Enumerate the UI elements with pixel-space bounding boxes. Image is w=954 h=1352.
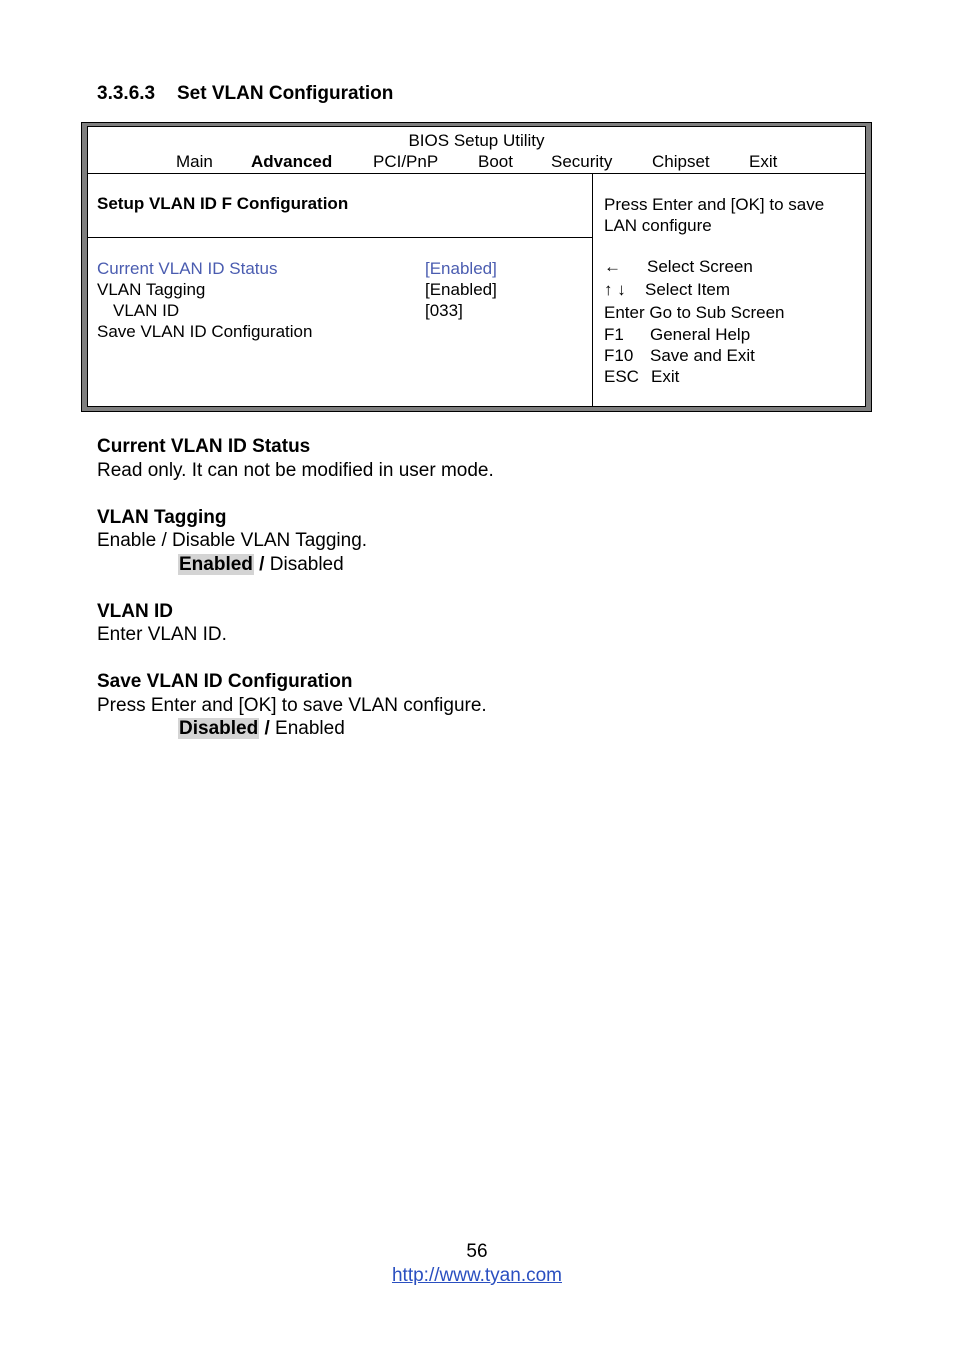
tab-chipset[interactable]: Chipset	[652, 152, 710, 171]
item-vlan-tagging[interactable]: VLAN Tagging	[97, 280, 206, 299]
item-vlan-id[interactable]: VLAN ID	[113, 301, 180, 320]
bios-utility-title: BIOS Setup Utility	[408, 131, 545, 150]
tab-boot[interactable]: Boot	[478, 152, 513, 171]
tab-main[interactable]: Main	[176, 152, 213, 171]
bios-screen	[81, 122, 872, 412]
legend-save-exit: F10 Save and Exit	[604, 346, 755, 365]
options-vlan-tagging: Enabled / Disabled	[179, 554, 344, 575]
options-save-vlan-id-configuration: Disabled / Enabled	[179, 718, 345, 739]
desc-text-vlan-tagging: Enable / Disable VLAN Tagging.	[97, 530, 368, 551]
tab-bar-divider	[88, 173, 865, 174]
desc-heading-vlan-tagging: VLAN Tagging	[97, 507, 227, 528]
up-down-arrow-icon: ↑ ↓	[604, 280, 626, 299]
item-vlan-id-value[interactable]: [033]	[425, 301, 463, 320]
help-text-line-1: Press Enter and [OK] to save	[604, 195, 825, 214]
legend-select-screen: ← Select Screen	[604, 257, 753, 276]
desc-heading-save-vlan-id-configuration: Save VLAN ID Configuration	[97, 671, 353, 692]
desc-heading-current-vlan-id-status: Current VLAN ID Status	[97, 436, 311, 457]
desc-text-current-vlan-id-status: Read only. It can not be modified in user mode.	[97, 460, 494, 481]
panel-title: Setup VLAN ID F Configuration	[97, 194, 349, 213]
legend-sub-screen: Enter Go to Sub Screen	[604, 303, 785, 322]
legend-general-help: F1 General Help	[604, 325, 751, 344]
desc-text-vlan-id: Enter VLAN ID.	[97, 624, 227, 645]
panel-title-divider	[88, 237, 592, 238]
item-vlan-tagging-value[interactable]: [Enabled]	[425, 280, 497, 299]
bios-screen-inner	[87, 126, 866, 407]
panel-divider	[592, 173, 593, 406]
help-text-line-2: LAN configure	[604, 216, 712, 235]
tab-exit[interactable]: Exit	[749, 152, 778, 171]
other-option: Disabled	[269, 554, 344, 575]
website-link[interactable]: http://www.tyan.com	[391, 1265, 562, 1286]
item-current-vlan-id-status[interactable]: Current VLAN ID Status	[97, 259, 278, 278]
item-save-vlan-id-configuration[interactable]: Save VLAN ID Configuration	[97, 322, 313, 341]
default-option: Enabled	[179, 554, 253, 575]
desc-text-save-vlan-id-configuration: Press Enter and [OK] to save VLAN configure.	[97, 695, 487, 716]
legend-select-item: ↑ ↓ Select Item	[604, 280, 731, 299]
section-number: 3.3.6.3	[97, 83, 156, 104]
other-option: Enabled	[275, 718, 345, 739]
tab-pci-pnp[interactable]: PCI/PnP	[373, 152, 439, 171]
page-number: 56	[466, 1241, 488, 1262]
section-title-text: Set VLAN Configuration	[177, 83, 394, 104]
item-current-vlan-id-status-value: [Enabled]	[425, 259, 497, 278]
default-option: Disabled	[179, 718, 259, 739]
legend-exit: ESC Exit	[604, 367, 680, 386]
section-title	[97, 83, 393, 105]
left-arrow-icon: ←	[604, 257, 621, 276]
tab-security[interactable]: Security	[551, 152, 613, 171]
tab-advanced[interactable]: Advanced	[251, 152, 333, 171]
desc-heading-vlan-id: VLAN ID	[97, 601, 173, 622]
footer-link-container	[0, 1265, 954, 1287]
